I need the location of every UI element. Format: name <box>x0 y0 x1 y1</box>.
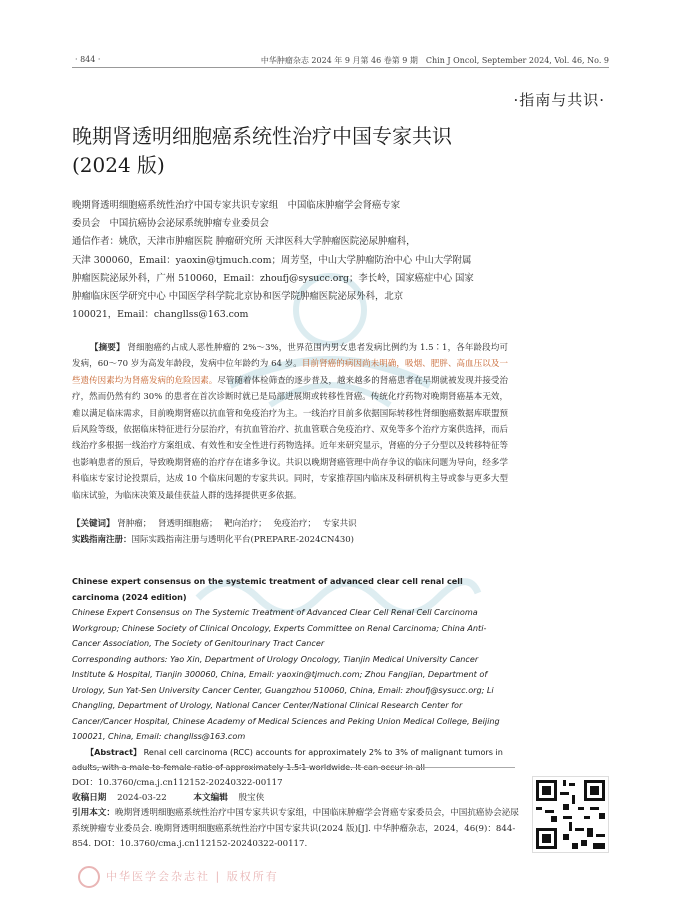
section-label: ·指南与共识· <box>513 91 605 109</box>
received-date: 2024-03-22 <box>117 793 167 804</box>
english-block <box>72 574 508 776</box>
publisher-footer-logo <box>78 866 279 888</box>
footnote-rule <box>72 767 515 768</box>
footer-logo-text: 中华医学会杂志社 | 版权所有 <box>106 870 279 883</box>
received-label: 收稿日期 <box>72 793 107 804</box>
article-title: 晚期肾透明细胞癌系统性治疗中国专家共识(2024 版) <box>72 124 452 177</box>
keyword: 专家共识 <box>322 519 357 529</box>
registration-text: 国际实践指南注册与透明化平台(PREPARE-2024CN430) <box>131 535 354 545</box>
abstract-text-highlight: 目前肾癌的病因尚未明确，吸烟、肥胖、高血压以及一些遗传因素均为肾癌发病的危险因素。 <box>72 359 508 386</box>
author-line: 晚期肾透明细胞癌系统性治疗中国专家共识专家组 中国临床肿瘤学会肾癌专家 <box>72 200 401 211</box>
corresponding-author-line: 天津 300060，Email：yaoxin@tjmuch.com；周芳坚，中山大学肿瘤防治中心 中山大学附属 <box>72 254 472 266</box>
keyword: 靶向治疗； <box>224 519 267 529</box>
keywords-line <box>72 516 508 532</box>
corresponding-author-line: 肿瘤临床医学研究中心 中国医学科学院北京协和医学院肿瘤医院泌尿外科，北京 <box>72 291 404 303</box>
abstract-label: 【摘要】 <box>90 343 125 353</box>
english-corresponding-authors: Corresponding authors: Yao Xin, Department of Urology Oncology, Tianjin Medical University Cancer Institute & Hospital, Tianjin 300060, China, Email: yaoxin@tjmuch.com; Zhou Fangjian, Department of Urology, Sun Yat-Sen University Cancer Center, Guangzhou 510060, China, Email: zhoufj@sysucc.org; Li Changling, Department of Urology, National Cancer Center/National Clinical Research Center for Cancer/Cancer Hospital, Chinese Academy of Medical Sciences and Peking Union Medical College, Beijing 100021, China, Email: changllss@163.com <box>72 653 500 741</box>
page-number: · 844 · <box>75 55 101 64</box>
journal-running-header: 中华肿瘤杂志 2024 年 9 月第 46 卷第 9 期 Chin J Oncol, September 2024, Vol. 46, No. 9 <box>260 56 609 65</box>
doi: DOI：10.3760/cma.j.cn112152-20240322-00117 <box>72 778 283 788</box>
chinese-abstract <box>72 340 508 504</box>
corresponding-author-line: 肿瘤医院泌尿外科，广州 510060，Email：zhoufj@sysucc.org；李长岭，国家癌症中心 国家 <box>72 272 474 284</box>
registration-label: 实践指南注册： <box>72 535 132 545</box>
keywords-label: 【关键词】 <box>72 519 115 529</box>
registration-line <box>72 532 508 548</box>
cite-label: 引用本文： <box>72 808 115 819</box>
abstract-text: 尽管随着体检筛查的逐步普及，越来越多的肾癌患者在早期就被发现并接受治疗，然而仍然有约 30% 的患者在首次诊断时就已是局部进展期或转移性肾癌。传统化疗药物对晚期肾癌基本无效，难以满足临床需求，目前晚期肾癌以抗血管和免疫治疗为主。一线治疗目前多依据国际转移性肾细胞癌数据库联盟预后风险等级，依据临床特征进行分层治疗，有抗血管治疗、抗血管联合免疫治疗、双免等多个治疗方案供选择，而后线治疗多根据一线治疗方案组成、有效性和安全性进行药物选择。近年来研究显示，肾癌的分子分型以及转移特征等也影响患者的预后，导致晚期肾癌的治疗存在诸多争议。共识以晚期肾癌管理中尚存争议的临床问题为导向，经多学科临床专家讨论投票后，达成 10 个临床问题的专家共识。同时，专家推荐国内临床及科研机构主导或参与更多大型临床试验，为临床决策及最佳获益人群的选择提供更多依据。 <box>72 375 508 501</box>
english-authors: Chinese Expert Consensus on The Systemic Treatment of Advanced Clear Cell Renal Cell Carcinoma Workgroup; Chinese Society of Clinical Oncology, Experts Committee on Renal Carcinoma; China Anti-Cancer Association, The Society of Genitourinary Tract Cancer <box>72 607 487 648</box>
qr-code-icon <box>532 776 609 853</box>
author-block <box>72 197 527 324</box>
author-line: 委员会 中国抗癌协会泌尿系统肿瘤专业委员会 <box>72 218 269 230</box>
keyword: 肾肿瘤； <box>117 519 152 529</box>
english-abstract-text: Renal cell carcinoma (RCC) accounts for approximately 2% to 3% of malignant tumors in adults, with a male-to-female ratio of approximately 1.5∶1 worldwide. It can occur in all <box>72 746 503 772</box>
abstract-text: 肾细胞癌约占成人恶性肿瘤的 2%～3%，世界范围内男女患者发病比例约为 1.5∶1，各年龄段均可发病，60～70 岁为高发年龄段，发病中位年龄约为 64 岁。 <box>72 343 508 370</box>
editor-label: 本文编辑 <box>193 793 228 804</box>
keyword: 免疫治疗； <box>273 519 316 529</box>
publisher-seal-icon <box>78 866 100 888</box>
english-abstract-label: 【Abstract】 <box>86 746 142 757</box>
article-metadata <box>72 776 522 852</box>
header-rule <box>72 67 609 68</box>
editor-name: 殷宝侠 <box>238 793 265 804</box>
corresponding-author-line: 通信作者：姚欣，天津市肿瘤医院 肿瘤研究所 天津医科大学肿瘤医院泌尿肿瘤科， <box>72 236 416 248</box>
english-title: Chinese expert consensus on the systemic treatment of advanced clear cell renal cell carcinoma (2024 edition) <box>72 576 463 602</box>
citation-text: 晚期肾透明细胞癌系统性治疗中国专家共识专家组，中国临床肿瘤学会肾癌专家委员会，中国抗癌协会泌尿系统肿瘤专业委员会. 晚期肾透明细胞癌系统性治疗中国专家共识(2024 版)[J]. 中华肿瘤杂志，2024，46(9)：844-854. DOI：10.3760/cma.j.cn112152-20240322-00117. <box>72 808 519 849</box>
keyword: 肾透明细胞癌； <box>157 519 218 529</box>
corresponding-author-line: 100021，Email：changllss@163.com <box>72 309 249 321</box>
